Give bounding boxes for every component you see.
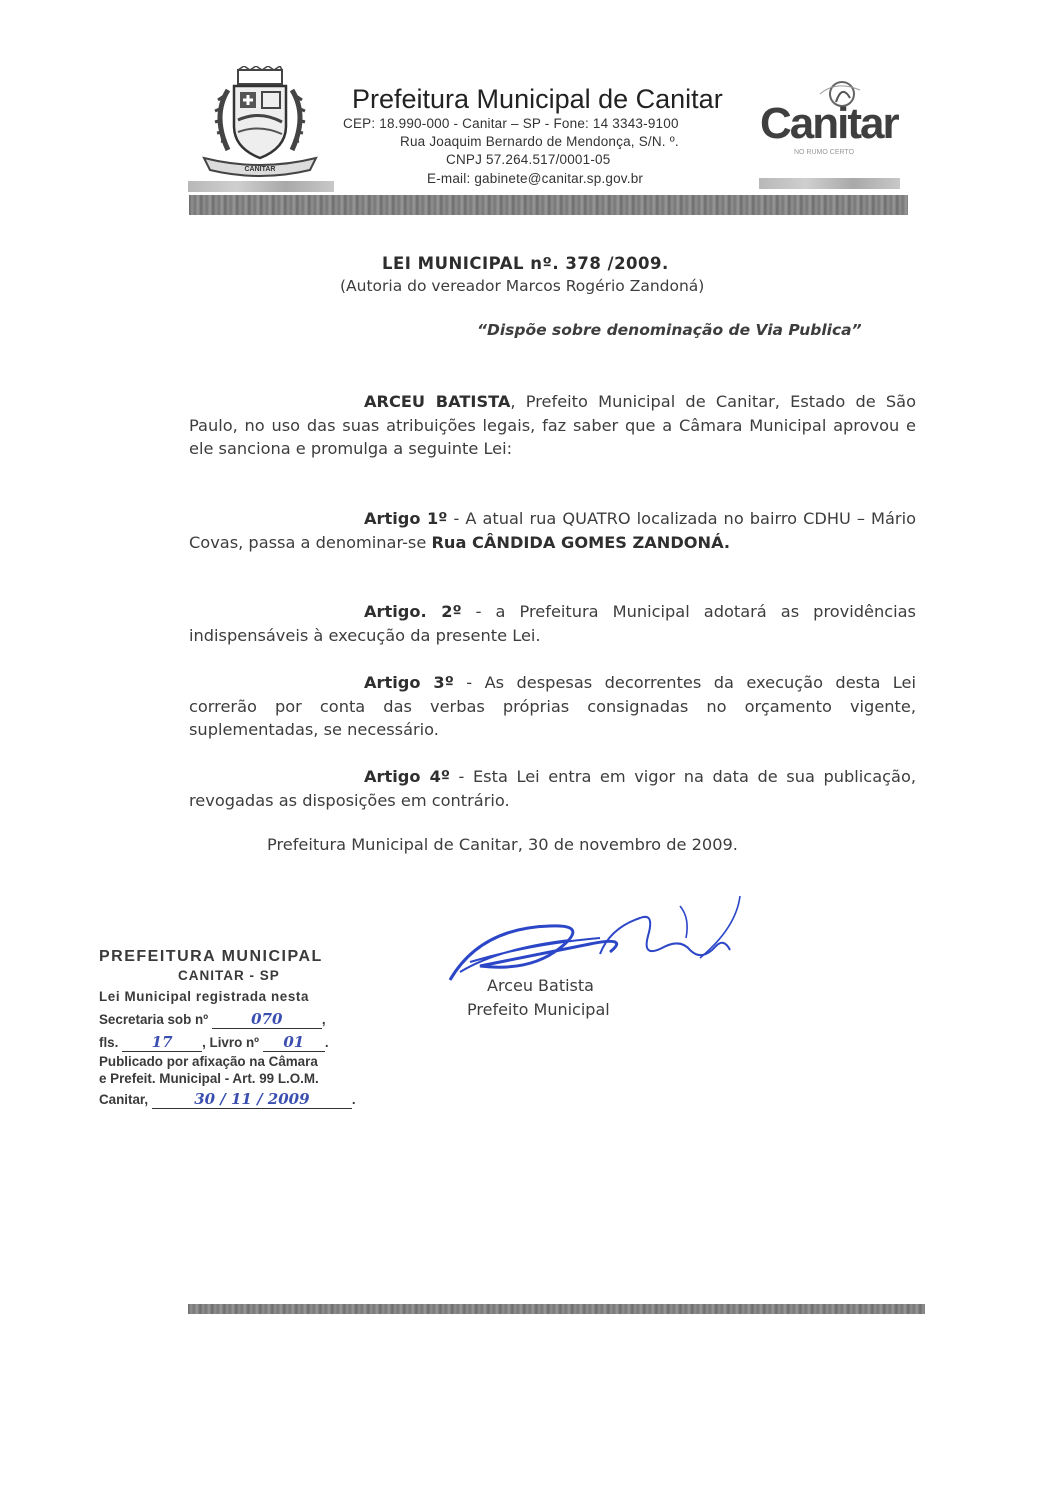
article-4-label: Artigo 4º — [364, 767, 450, 786]
closing-date-line: Prefeitura Municipal de Canitar, 30 de novembro de 2009. — [267, 835, 738, 854]
registry-number: 070 — [251, 1010, 283, 1028]
header-email-line: E-mail: gabinete@canitar.sp.gov.br — [427, 171, 644, 186]
stamp-line-4: Secretaria sob nº 070 , — [99, 1010, 326, 1028]
article-1 — [189, 507, 916, 554]
coat-banner-text: CANITAR — [244, 166, 276, 173]
article-3-text: - As despesas decorrentes da execução desta Lei correrão por conta das verbas próprias consignadas no orçamento vigente, suplementadas, se necessário. — [189, 673, 916, 739]
header-address-line: Rua Joaquim Bernardo de Mendonça, S/N. º. — [400, 134, 679, 149]
stamp-date: 30 / 11 / 2009 — [194, 1090, 310, 1108]
article-3-label: Artigo 3º — [364, 673, 454, 692]
article-2 — [189, 600, 916, 647]
stamp-secretaria-label: Secretaria sob nº — [99, 1012, 209, 1027]
header-right-bar — [759, 178, 900, 189]
signatory-role: Prefeito Municipal — [467, 1000, 610, 1019]
stamp-line-6: Publicado por afixação na Câmara — [99, 1054, 318, 1069]
stamp-city-label: Canitar, — [99, 1092, 149, 1107]
preamble-text: , Prefeito Municipal de Canitar, Estado de São Paulo, no uso das suas atribuições legais, faz saber que a Câmara Municipal aprovou e ele sanciona e promulga a seguinte Lei: — [189, 392, 916, 458]
article-1-text: - A atual rua QUATRO localizada no bairro CDHU – Mário Covas, passa a denominar-se — [189, 509, 916, 552]
header-left-bar — [188, 181, 334, 192]
header-cep-line: CEP: 18.990-000 - Canitar – SP - Fone: 14 3343-9100 — [343, 116, 679, 131]
article-2-text: - a Prefeitura Municipal adotará as providências indispensáveis à execução da presente Lei. — [189, 602, 916, 645]
institution-name: Prefeitura Municipal de Canitar — [352, 84, 723, 114]
signatory-name: Arceu Batista — [487, 976, 594, 995]
canitar-logo-subtext: NO RUMO CERTO — [794, 149, 855, 156]
article-2-label: Artigo. 2º — [364, 602, 462, 621]
stamp-line-7: e Prefeit. Municipal - Art. 99 L.O.M. — [99, 1071, 319, 1086]
preamble-paragraph — [189, 390, 916, 461]
article-4 — [189, 765, 916, 812]
stamp-line-1: PREFEITURA MUNICIPAL — [99, 948, 323, 965]
stamp-line-3: Lei Municipal registrada nesta — [99, 989, 309, 1004]
footer-divider-bar — [188, 1304, 925, 1314]
law-title: LEI MUNICIPAL nº. 378 /2009. — [382, 254, 669, 273]
article-1-street-name: Rua CÂNDIDA GOMES ZANDONÁ. — [431, 532, 731, 552]
stamp-fls-label: fls. — [99, 1035, 119, 1050]
header-cnpj-line: CNPJ 57.264.517/0001-05 — [446, 152, 611, 167]
article-4-text: - Esta Lei entra em vigor na data de sua publicação, revogadas as disposições em contrário. — [189, 767, 916, 810]
stamp-line-5: fls. 17 , Livro nº 01 . — [99, 1033, 329, 1051]
registry-stamp — [99, 948, 389, 1109]
header-divider-bar — [189, 195, 908, 215]
law-authorship: (Autoria do vereador Marcos Rogério Zandoná) — [340, 277, 705, 295]
mayor-name: ARCEU BATISTA — [364, 392, 511, 411]
coat-of-arms-emblem — [198, 66, 322, 182]
stamp-line-2: CANITAR - SP — [178, 968, 280, 983]
article-3 — [189, 671, 916, 742]
law-summary: “Dispõe sobre denominação de Via Publica” — [477, 321, 862, 339]
fls-value: 17 — [151, 1033, 173, 1051]
livro-value: 01 — [283, 1033, 305, 1051]
canitar-logo-text: Canitar — [760, 99, 898, 148]
canitar-logo — [756, 72, 906, 164]
stamp-livro-label: , Livro nº — [202, 1035, 260, 1050]
article-1-label: Artigo 1º — [364, 509, 448, 528]
stamp-line-8: Canitar, 30 / 11 / 2009 . — [99, 1090, 356, 1108]
